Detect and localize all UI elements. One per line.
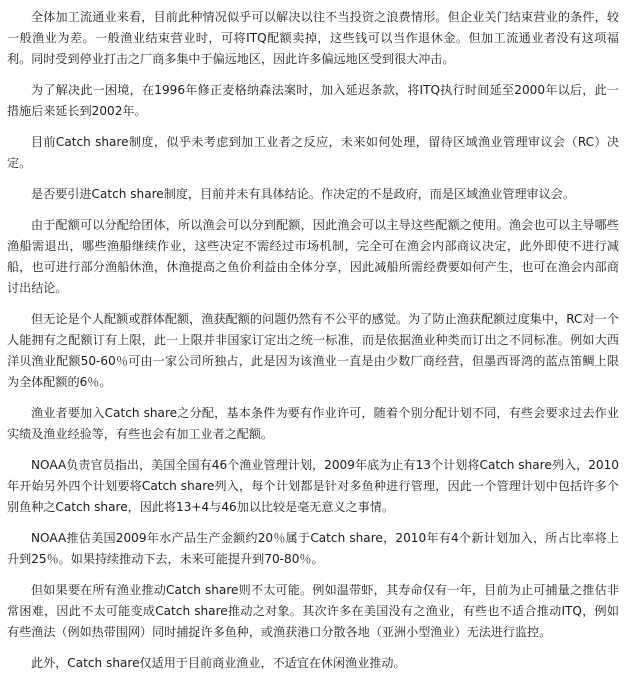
paragraph: NOAA负责官员指出，美国全国有46个渔业管理计划，2009年底为止有13个计划将Catch share列入，2010年开始另外四个计划要将Catch share列入，每个计划都是针对多鱼种进行管理，因此一个管理计划中包括许多个别鱼种之Catch share，因此将13+4与46加以比较是毫无意义之事情。	[7, 458, 619, 514]
paragraph: 目前Catch share制度，似乎未考虑到加工业者之反应，未来如何处理，留待区域渔业管理审议会（RC）决定。	[7, 135, 619, 170]
paragraph: 全体加工流通业来看，目前此种情况似乎可以解决以往不当投资之浪费情形。但企业关门结束营业的条件，较一般渔业为差。一般渔业结束营业时，可将ITQ配额卖掉，这些钱可以当作退休金。但加工流通业者没有这项福利。同时受到停业打击之厂商多集中于偏远地区，因此许多偏远地区受到很大冲击。	[7, 10, 619, 66]
paragraph: 由于配额可以分配给团体，所以渔会可以分到配额，因此渔会可以主导这些配额之使用。渔会也可以主导哪些渔船需退出，哪些渔船继续作业，这些决定不需经过市场机制，完全可在渔会内部商议决定，此外即使不进行减船，也可进行部分渔船休渔，休渔提高之鱼价利益由全体分享，因此减船所需经费要如何产生，也可在渔会内部商讨出结论。	[7, 218, 619, 295]
paragraph: 是否要引进Catch share制度，目前并未有具体结论。作决定的不是政府，而是区域渔业管理审议会。	[31, 187, 575, 201]
paragraph: NOAA推估美国2009年水产品生产金额约20％属于Catch share，2010年有4个新计划加入，所占比率将上升到25％。如果持续推动下去，未来可能提升到70-80％。	[7, 531, 619, 566]
paragraph: 但无论是个人配额或群体配额，渔获配额的问题仍然有不公平的感觉。为了防止渔获配额过度集中，RC对一个人能拥有之配额订有上限，此一上限并非国家订定出之统一标准，而是依据渔业种类而订出之不同标准。例如大西洋贝渔业配额50-60％可由一家公司所独占，此是因为该渔业一直是由少数厂商经营，但墨西哥湾的蓝点笛鲷上限为全体配额的6％。	[7, 312, 619, 389]
paragraph: 但如果要在所有渔业推动Catch share则不太可能。例如温带虾，其寿命仅有一年，目前为止可捕量之推估非常困难，因此不太可能变成Catch share推动之对象。其次许多在美国没有之渔业，有些也不适合推动ITQ，例如有些渔法（例如热带围网）同时捕捉许多鱼种，或渔获港口分散各地（亚洲小型渔业）无法进行监控。	[7, 583, 619, 639]
article-body	[7, 7, 619, 674]
paragraph: 渔业者要加入Catch share之分配，基本条件为要有作业许可，随着个别分配计划不同，有些会要求过去作业实绩及渔业经验等，有些也会有加工业者之配额。	[7, 406, 619, 441]
paragraph: 此外，Catch share仅适用于目前商业渔业，不适宜在休闲渔业推动。	[31, 656, 406, 670]
paragraph: 为了解决此一困境，在1996年修正麦格纳森法案时，加入延迟条款，将ITQ执行时间延至2000年以后，此一措施后来延长到2002年。	[7, 83, 619, 118]
